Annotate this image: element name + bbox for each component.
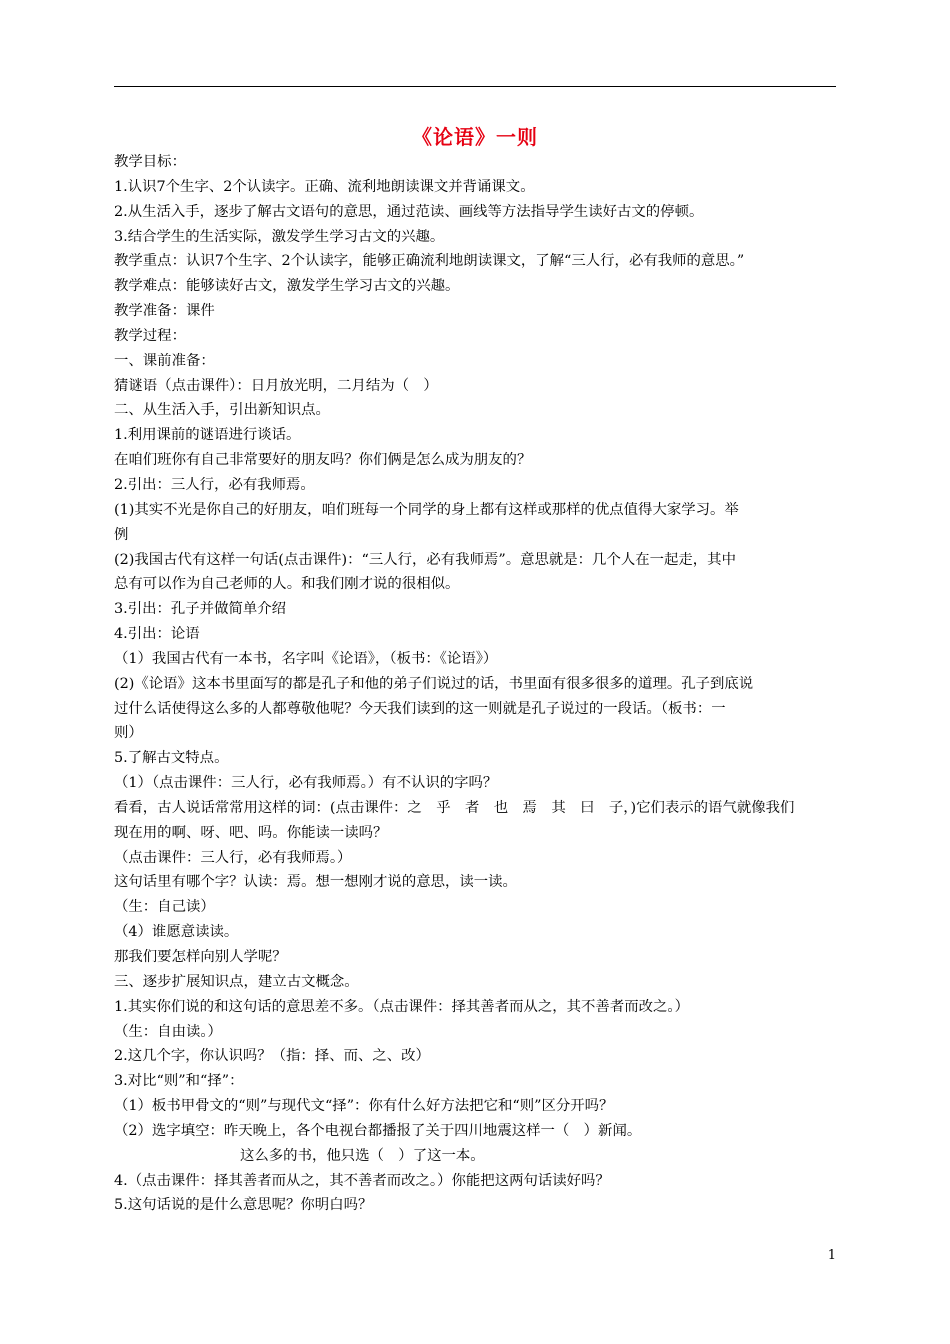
body-line: 则） [114,725,143,742]
body-line: (2)我国古代有这样一句话(点击课件)：“三人行，必有我师焉”。意思就是：几个人在一起走，其中 [114,551,736,568]
body-line: 1.认识7个生字、2个认读字。正确、流利地朗读课文并背诵课文。 [114,178,535,195]
body-line: 例 [114,526,129,543]
document-title: 《论语》一则 [412,125,538,149]
body-line: 5.这句话说的是什么意思呢？你明白吗？ [114,1197,373,1214]
body-line: 2.从生活入手，逐步了解古文语句的意思，通过范读、画线等方法指导学生读好古文的停顿。 [114,203,704,220]
body-line: （生：自己读） [114,899,215,916]
body-line: （2）选字填空：昨天晚上，各个电视台都播报了关于四川地震这样一（ ）新闻。 [114,1122,642,1139]
body-line: （点击课件：三人行，必有我师焉。） [114,849,352,866]
body-line: （4）谁愿意读读。 [114,924,239,941]
body-line: 三、逐步扩展知识点，建立古文概念。 [114,973,359,990]
body-line: 教学准备：课件 [114,303,215,320]
body-line: 这句话里有哪个字？认读：焉。想一想刚才说的意思，读一读。 [114,874,517,891]
body-line: 3.引出：孔子并做简单介绍 [114,601,287,618]
body-line: 3.结合学生的生活实际，激发学生学习古文的兴趣。 [114,228,445,245]
document-body [114,150,836,1218]
body-line: 1.利用课前的谜语进行谈话。 [114,427,301,444]
page-number: 1 [827,1248,836,1263]
body-line: 教学过程： [114,327,186,344]
body-line: 3.对比“则”和“择”： [114,1073,244,1090]
body-line: （1）板书甲骨文的“则”与现代文“择”：你有什么好方法把它和“则”区分开吗？ [114,1098,614,1115]
body-line: 4.（点击课件：择其善者而从之，其不善者而改之。）你能把这两句话读好吗？ [114,1172,610,1189]
body-line: 教学难点：能够读好古文，激发学生学习古文的兴趣。 [114,278,460,295]
body-line: 那我们要怎样向别人学呢？ [114,949,287,965]
body-line: 二、从生活入手，引出新知识点。 [114,402,330,419]
body-line: 1.其实你们说的和这句话的意思差不多。（点击课件：择其善者而从之，其不善者而改之。） [114,998,689,1015]
body-line: 2.这几个字，你认识吗？（指：择、而、之、改） [114,1048,430,1065]
body-line: 猜谜语（点击课件）：日月放光明，二月结为（ ） [114,377,438,394]
body-line: 总有可以作为自己老师的人。和我们刚才说的很相似。 [114,576,460,593]
header-rule [114,86,836,87]
body-line: 一、课前准备： [114,352,215,369]
body-line: 过什么话使得这么多的人都尊敬他呢？今天我们读到的这一则就是孔子说过的一段话。（板书：一 [114,700,726,717]
body-line: 2.引出：三人行，必有我师焉。 [114,476,315,493]
body-line: （1）（点击课件：三人行，必有我师焉。）有不认识的字吗？ [114,775,498,792]
body-line: （生：自由读。） [114,1023,222,1040]
body-line: 在咱们班你有自己非常要好的朋友吗？你们俩是怎么成为朋友的？ [114,452,532,469]
body-line: 教学目标： [114,154,186,170]
body-line: 这么多的书，他只选（ ）了这一本。 [240,1147,485,1164]
body-line: （1）我国古代有一本书，名字叫《论语》，（板书：《论语》） [114,650,498,667]
body-line: (2)《论语》这本书里面写的都是孔子和他的弟子们说过的话，书里面有很多很多的道理。孔子到底说 [114,675,754,692]
body-line: 看看，古人说话常常用这样的词：(点击课件：之 乎 者 也 焉 其 曰 子，)它们表示的语气就像我们 [114,799,795,816]
body-line: (1)其实不光是你自己的好朋友，咱们班每一个同学的身上都有这样或那样的优点值得大家学习。举 [114,501,739,518]
body-line: 5.了解古文特点。 [114,750,229,767]
body-line: 4.引出：论语 [114,626,200,643]
body-line: 现在用的啊、呀、吧、吗。你能读一读吗？ [114,824,388,841]
body-line: 教学重点：认识7个生字、2个认读字，能够正确流利地朗读课文，了解“三人行，必有我师的意思。” [114,253,745,270]
